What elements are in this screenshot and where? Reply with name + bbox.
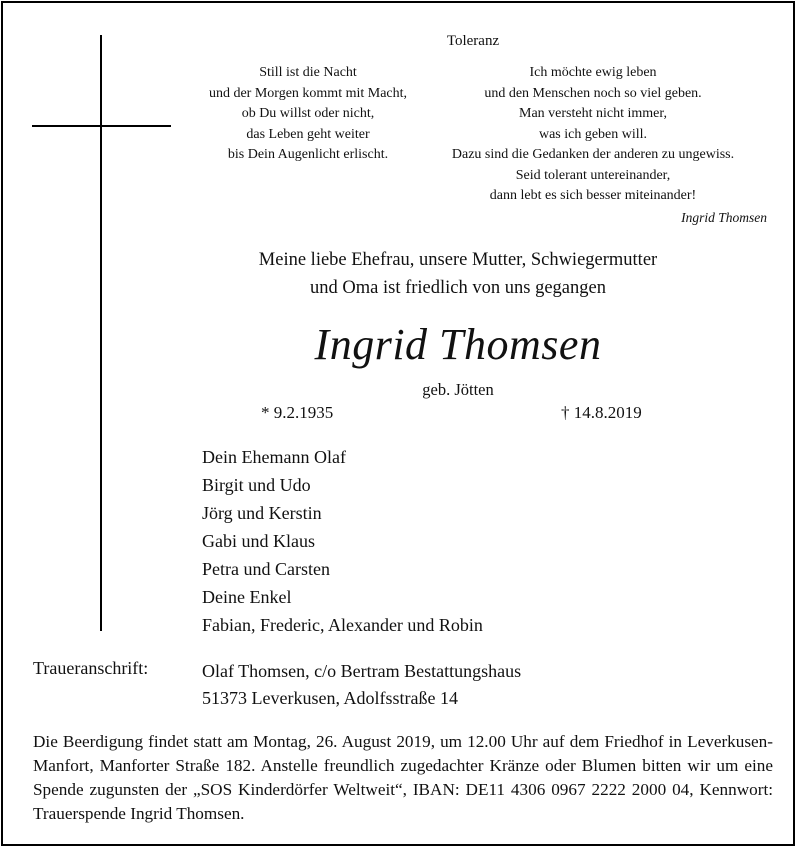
death-date: † 14.8.2019 [561,403,642,422]
list-item: Jörg und Kerstin [202,503,322,523]
address-line: Olaf Thomsen, c/o Bertram Bestattungshaus [202,661,522,681]
address-label: Traueranschrift: [33,658,149,678]
poem-line: dann lebt es sich besser miteinander! [489,188,697,203]
intro-line: und Oma ist friedlich von uns gegangen [310,278,606,298]
poem-line: ob Du willst oder nicht, [241,106,375,121]
poem-line: Man versteht nicht immer, [519,106,667,121]
intro-text [153,246,763,302]
list-item: Deine Enkel [202,587,292,607]
poem-title: Toleranz [446,33,500,49]
list-item: Petra und Carsten [202,559,330,579]
list-item: Gabi und Klaus [202,531,315,551]
poem-line: Ich möchte ewig leben [529,65,657,80]
poem-line: Dazu sind die Gedanken der anderen zu ungewiss. [451,147,735,162]
cross-icon-horizontal-bar [32,125,171,127]
list-item: Birgit und Udo [202,475,311,495]
born-name: geb. Jötten [422,380,494,399]
obituary-notice [1,1,795,846]
list-item: Dein Ehemann Olaf [202,447,346,467]
intro-line: Meine liebe Ehefrau, unsere Mutter, Schwiegermutter [258,250,658,270]
poem-left-stanza [183,63,433,166]
poem-right-stanza [433,63,753,207]
poem-line: und den Menschen noch so viel geben. [484,85,702,101]
poem-line: bis Dein Augenlicht erlischt. [227,147,389,162]
poem-line: Still ist die Nacht [259,65,357,80]
funeral-details: Die Beerdigung findet statt am Montag, 26. August 2019, um 12.00 Uhr auf dem Friedhof in Leverkusen-Manfort, Manforter Straße 182. Anstelle freundlich zugedachter Kränze oder Blumen bitten wir um eine Spende zugunsten der „SOS Kinderdörfer Weltweit“, IBAN: DE11 4306 0967 2222 2000 04, Kennwort: Trauerspende Ingrid Thomsen. [33,732,773,823]
mourners-list [202,443,483,639]
list-item: Fabian, Frederic, Alexander und Robin [202,615,483,635]
poem-line: was ich geben will. [538,126,648,142]
birth-date: * 9.2.1935 [261,403,334,422]
poem-author: Ingrid Thomsen [681,210,767,225]
poem-line: Seid tolerant untereinander, [515,167,671,183]
address-line: 51373 Leverkusen, Adolfsstraße 14 [202,688,458,708]
poem-line: das Leben geht weiter [246,126,370,142]
mourning-address [202,658,521,712]
deceased-name: Ingrid Thomsen [314,320,602,369]
poem-line: und der Morgen kommt mit Macht, [208,85,408,101]
